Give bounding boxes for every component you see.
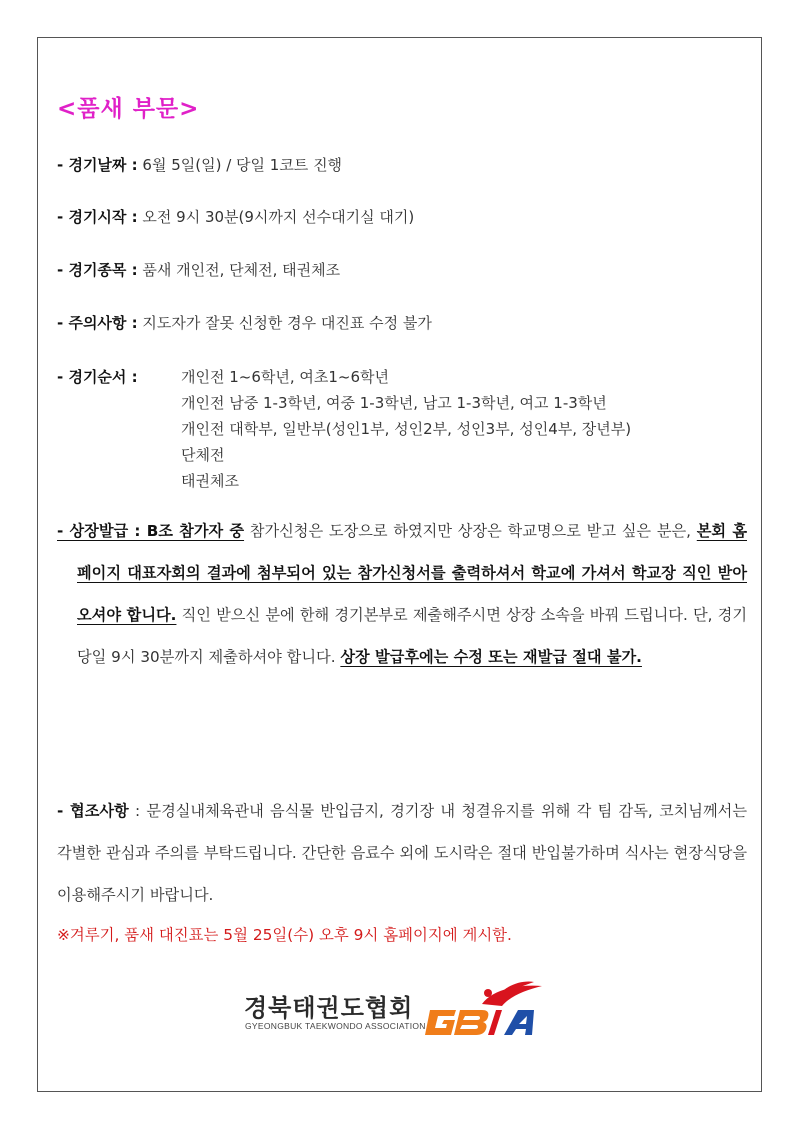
award-underline-1: 본회 홈페이지 대표자회의 결과에 첨부되어 있는 참가신청서를 출력하셔서 학교에 가셔서 학교장 직인 받아오셔야 합니다. <box>77 522 747 624</box>
order-line: 개인전 남중 1-3학년, 여중 1-3학년, 남고 1-3학년, 여고 1-3학년 <box>181 394 607 412</box>
section-title: <품새 부문> <box>57 96 200 122</box>
award-text: 참가신청은 도장으로 하였지만 상장은 학교명으로 받고 싶은 분은, <box>244 522 697 540</box>
association-logo <box>244 980 564 1040</box>
info-row-events <box>57 260 340 280</box>
order-line: 개인전 대학부, 일반부(성인1부, 성인2부, 성인3부, 성인4부, 장년부) <box>181 420 632 438</box>
order-line: 태권체조 <box>181 472 239 490</box>
award-text: 직인 받으신 분에 한해 경기본부로 제출해주시면 상장 소속을 바꿔 드립니다. 단, 경기당일 9시 30분까지 제출하셔야 합니다. <box>77 606 747 666</box>
order-line: 개인전 1~6학년, 여초1~6학년 <box>181 368 390 386</box>
logo-english-name: GYEONGBUK TAEKWONDO ASSOCIATION <box>245 1021 426 1031</box>
info-value: 품새 개인전, 단체전, 태권체조 <box>137 261 341 279</box>
cooperation-label: - 협조사항 <box>57 802 129 820</box>
info-label: - 경기날짜 : <box>57 156 138 174</box>
award-paragraph <box>57 510 747 678</box>
cooperation-paragraph <box>57 790 747 916</box>
logo-korean-name: 경북태권도협회 <box>244 994 414 1022</box>
order-line: 단체전 <box>181 446 225 464</box>
info-label: - 경기시작 : <box>57 208 138 226</box>
info-label: - 경기종목 : <box>57 261 138 279</box>
cooperation-text: : 문경실내체육관내 음식물 반입금지, 경기장 내 청결유지를 위해 각 팀 감독, 코치님께서는 각별한 관심과 주의를 부탁드립니다. 간단한 음료수 외에 도시락은 절대 반입불가하며 식사는 현장식당을 이용해주시기 바랍니다. <box>57 802 747 904</box>
info-value: 지도자가 잘못 신청한 경우 대진표 수정 불가 <box>137 314 432 332</box>
info-row-start <box>57 207 414 227</box>
info-value: 오전 9시 30분(9시까지 선수대기실 대기) <box>137 208 415 226</box>
gbta-mark-icon <box>422 980 564 1038</box>
info-row-date <box>57 155 342 175</box>
order-label: - 경기순서 : <box>57 368 138 386</box>
order-label-row <box>57 367 138 387</box>
award-underline-2: 상장 발급후에는 수정 또는 재발급 절대 불가. <box>340 648 642 666</box>
info-label: - 주의사항 : <box>57 314 138 332</box>
notice-text: ※겨루기, 품새 대진표는 5월 25일(수) 오후 9시 홈페이지에 게시함. <box>57 926 512 944</box>
award-label: - 상장발급 : B조 참가자 중 <box>57 522 245 540</box>
info-value: 6월 5일(일) / 당일 1코트 진행 <box>137 156 343 174</box>
info-row-caution <box>57 313 432 333</box>
